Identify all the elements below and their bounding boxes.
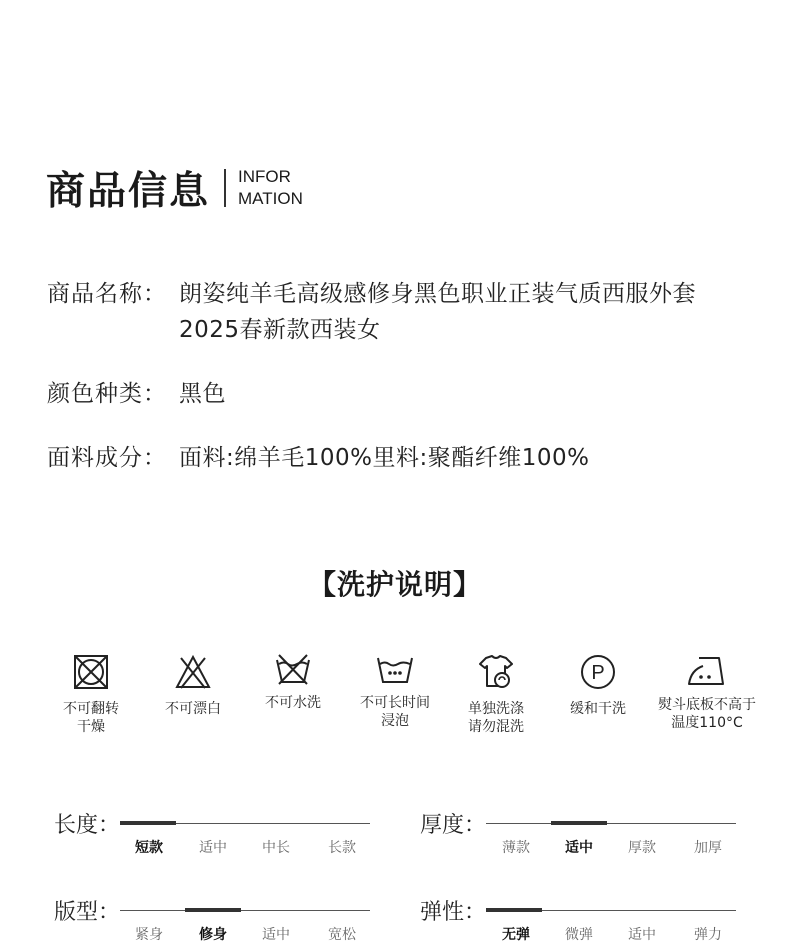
scale-option: 无弹	[502, 927, 530, 943]
scale-option: 适中	[262, 927, 290, 943]
wash-separately-icon	[476, 652, 516, 692]
scale-option: 适中	[565, 840, 593, 856]
scale-option: 厚款	[628, 840, 656, 856]
scale-marker	[120, 821, 176, 825]
care-item-wash-separately	[441, 652, 551, 736]
scale-option: 适中	[628, 927, 656, 943]
scale-option: 适中	[199, 840, 227, 856]
iron-icon	[685, 652, 729, 688]
no-tumble-dry-icon	[71, 652, 111, 692]
info-value: 面料:绵羊毛100%里料:聚酯纤维100%	[179, 445, 590, 471]
care-title: 【洗护说明】	[307, 568, 482, 601]
care-text: 缓和干洗	[570, 701, 626, 717]
scale-option: 加厚	[694, 840, 722, 856]
scale-option: 微弹	[565, 927, 593, 943]
scale-track	[120, 910, 370, 911]
care-text: 不可漂白	[165, 701, 221, 717]
info-row-product-name	[47, 276, 739, 348]
scale-marker	[185, 908, 241, 912]
scale-option: 薄款	[502, 840, 530, 856]
scale-fit	[54, 895, 384, 945]
info-row-color	[47, 376, 739, 412]
care-text: 不可长时间 浸泡	[360, 695, 430, 729]
no-long-soak-icon	[375, 652, 415, 686]
care-item-no-water-wash	[238, 652, 348, 712]
care-item-no-bleach	[138, 652, 248, 718]
scale-option: 修身	[199, 927, 227, 943]
no-bleach-icon	[173, 652, 213, 692]
section-header	[46, 160, 303, 216]
scale-option: 长款	[328, 840, 356, 856]
scale-label: 版型：	[54, 900, 121, 925]
info-row-fabric	[47, 440, 739, 476]
svg-text:P: P	[591, 662, 605, 684]
care-text: 不可翻转 干燥	[63, 701, 119, 735]
title-en-line-2: MATION	[238, 189, 303, 208]
care-text: 不可水洗	[265, 695, 321, 711]
scale-label: 长度：	[54, 813, 121, 838]
scale-length	[54, 808, 384, 858]
info-label: 面料成分：	[47, 445, 167, 471]
section-title-en	[238, 166, 303, 210]
scale-marker	[551, 821, 607, 825]
title-en-line-1: INFOR	[238, 167, 291, 186]
scale-option: 紧身	[135, 927, 163, 943]
care-item-iron	[652, 652, 762, 732]
scale-marker	[486, 908, 542, 912]
care-text: 单独洗涤 请勿混洗	[468, 701, 524, 735]
dry-clean-icon	[578, 652, 618, 692]
scale-label: 弹性：	[420, 900, 487, 925]
info-label: 颜色种类：	[47, 381, 167, 407]
scale-option: 中长	[262, 840, 290, 856]
care-item-no-long-soak	[340, 652, 450, 730]
care-text: 熨斗底板不高于 温度110°C	[658, 697, 756, 731]
info-label: 商品名称：	[47, 281, 167, 307]
scale-elasticity	[420, 895, 750, 945]
no-water-wash-icon	[273, 652, 313, 686]
title-divider	[224, 169, 226, 207]
care-item-no-tumble-dry	[36, 652, 146, 736]
care-item-dry-clean	[543, 652, 653, 718]
scale-label: 厚度：	[420, 813, 487, 838]
scale-track	[486, 823, 736, 824]
info-value: 朗姿纯羊毛高级感修身黑色职业正装气质西服外套2025春新款西装女	[179, 281, 696, 343]
scale-option: 弹力	[694, 927, 722, 943]
section-title: 商品信息	[46, 169, 211, 214]
scale-option: 短款	[135, 840, 163, 856]
scale-option: 宽松	[328, 927, 356, 943]
info-value: 黑色	[179, 381, 226, 407]
scale-thickness	[420, 808, 750, 858]
